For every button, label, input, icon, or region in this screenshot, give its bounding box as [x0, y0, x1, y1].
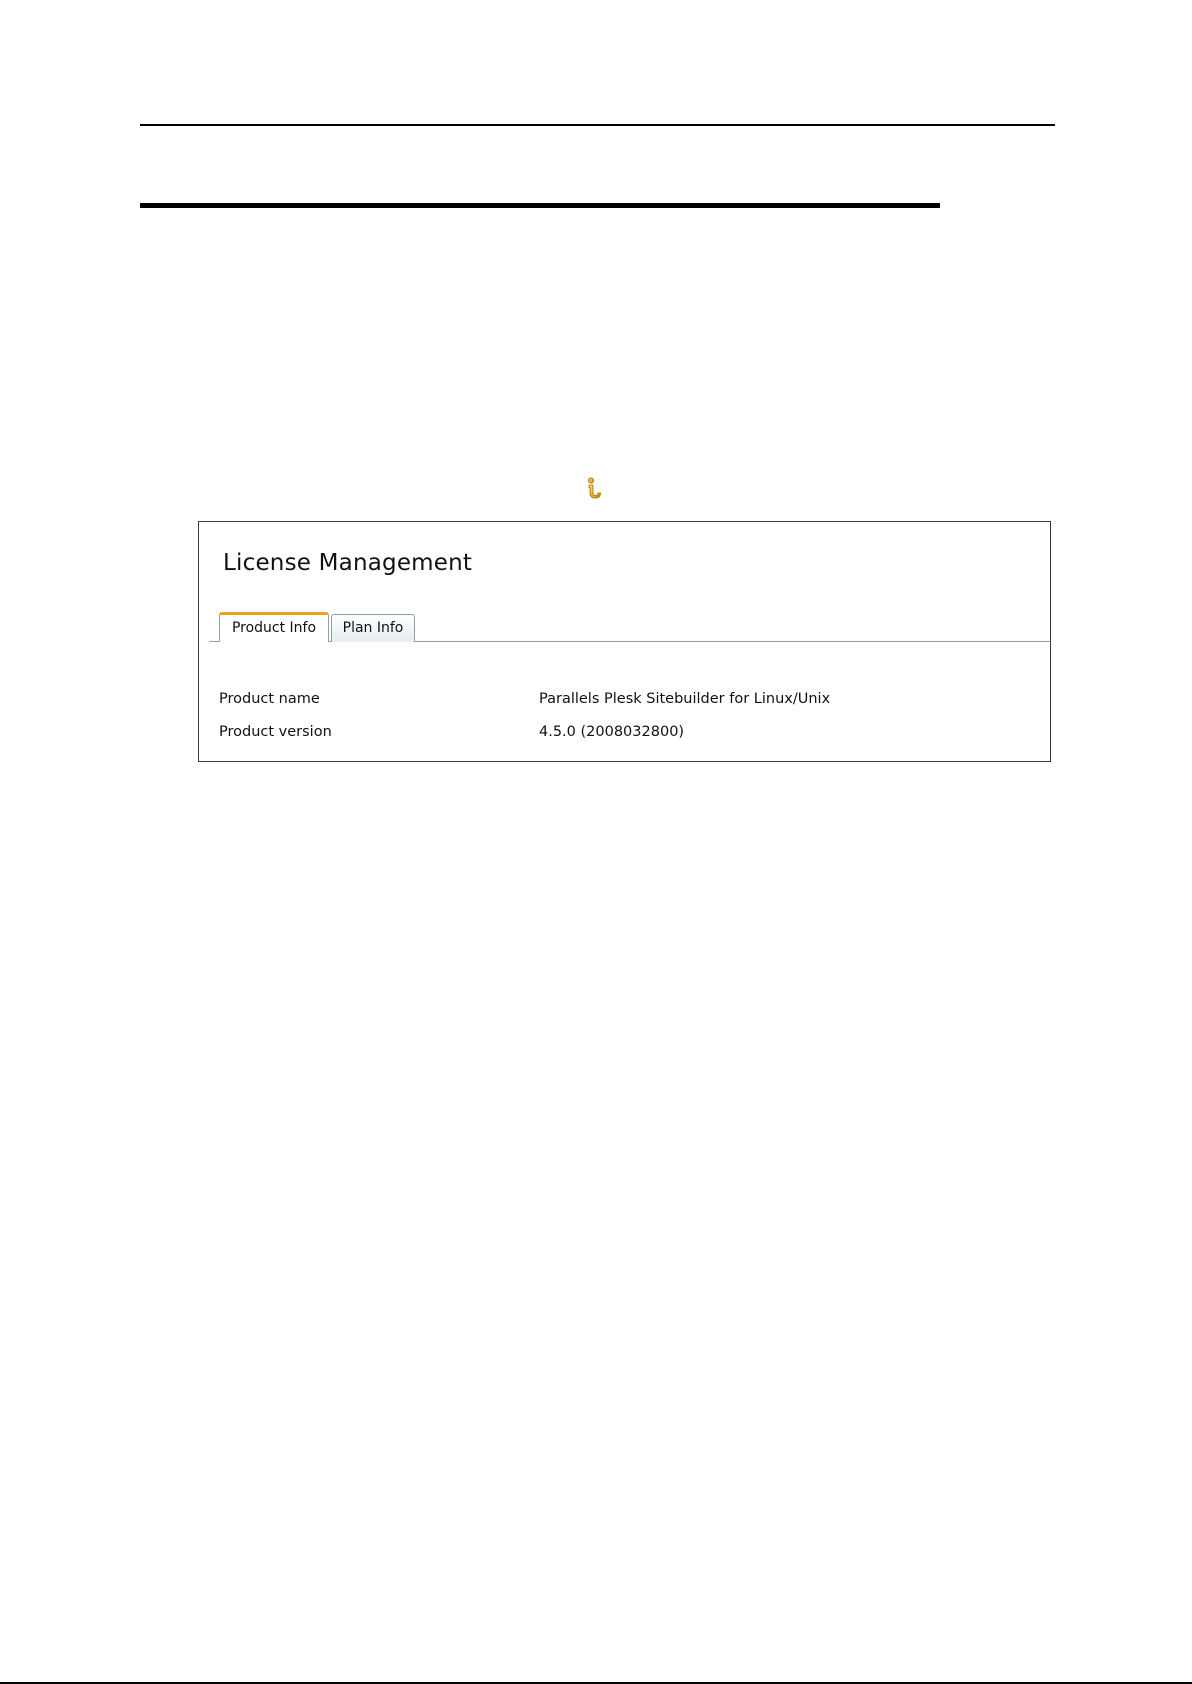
tab-plan-info[interactable]: Plan Info [331, 614, 415, 642]
info-value: Parallels Plesk Sitebuilder for Linux/Unix [539, 691, 831, 707]
info-row-product-name [219, 691, 1040, 713]
header-rule [140, 124, 1055, 126]
info-icon [585, 477, 602, 499]
page-title: License Management [223, 550, 473, 576]
info-label: Product version [219, 724, 332, 740]
license-management-screenshot [198, 521, 1051, 762]
section-heading-rule [140, 203, 940, 208]
info-label: Product name [219, 691, 320, 707]
info-value: 4.5.0 (2008032800) [539, 724, 685, 740]
tab-strip [209, 611, 1050, 642]
tab-product-info[interactable]: Product Info [219, 612, 329, 642]
info-row-product-version [219, 724, 1040, 746]
